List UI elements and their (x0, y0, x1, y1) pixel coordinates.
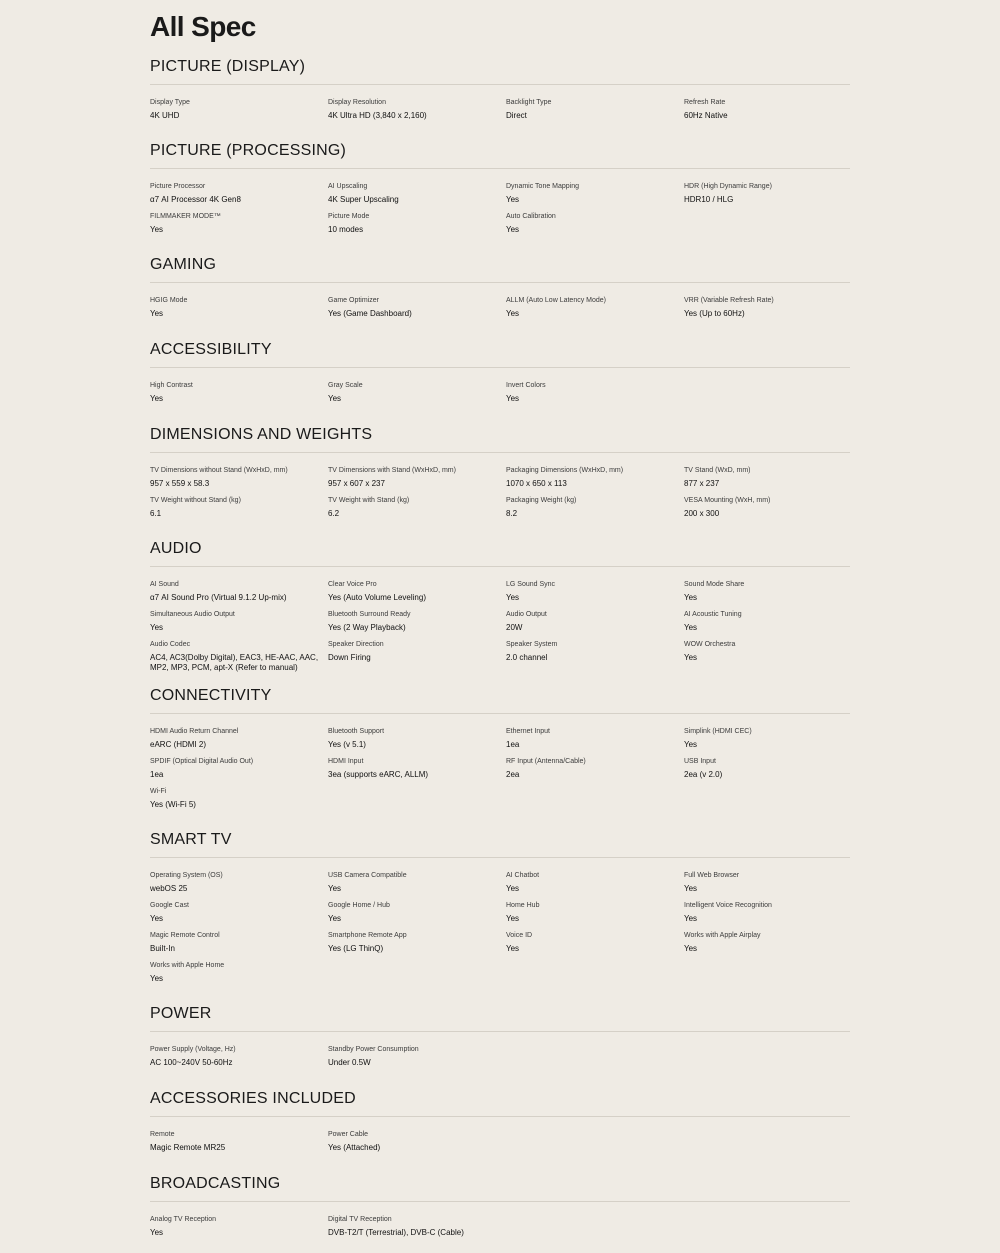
spec-value: Yes (506, 394, 520, 403)
spec-value: Yes (150, 225, 164, 234)
spec-item (328, 727, 506, 757)
spec-value: 957 x 559 x 58.3 (150, 479, 210, 488)
spec-value: Yes (684, 740, 698, 749)
spec-label: Analog TV Reception (150, 1216, 217, 1223)
spec-item (506, 580, 684, 610)
spec-value: DVB-T2/T (Terrestrial), DVB-C (Cable) (328, 1228, 464, 1237)
spec-value: 10 modes (328, 225, 364, 234)
spec-label: Packaging Dimensions (WxHxD, mm) (506, 467, 624, 474)
spec-value: Yes (2 Way Playback) (328, 623, 406, 632)
spec-section (150, 339, 850, 411)
spec-value: Yes (684, 623, 698, 632)
spec-label: USB Input (684, 758, 716, 765)
spec-value: Yes (506, 914, 520, 923)
spec-item (150, 931, 328, 961)
spec-value: 4K UHD (150, 111, 180, 120)
spec-item (506, 727, 684, 757)
section-title: POWER (150, 1003, 850, 1032)
spec-grid (150, 368, 850, 411)
spec-label: Power Supply (Voltage, Hz) (150, 1046, 236, 1053)
spec-item (328, 1215, 506, 1245)
section-title: ACCESSORIES INCLUDED (150, 1088, 850, 1117)
spec-page (150, 0, 850, 1245)
spec-label: AI Acoustic Tuning (684, 611, 742, 618)
spec-item (684, 496, 850, 526)
spec-item (684, 640, 850, 673)
spec-value: 60Hz Native (684, 111, 728, 120)
spec-item (684, 757, 850, 787)
spec-value: 6.1 (150, 509, 162, 518)
spec-value: Magic Remote MR25 (150, 1143, 226, 1152)
spec-item (328, 296, 506, 326)
spec-label: LG Sound Sync (506, 581, 556, 588)
spec-section (150, 424, 850, 526)
spec-grid (150, 858, 850, 991)
spec-label: Speaker Direction (328, 641, 384, 648)
spec-value: 1ea (506, 740, 520, 749)
spec-item (506, 496, 684, 526)
spec-value: 877 x 237 (684, 479, 720, 488)
spec-value: Yes (150, 914, 164, 923)
spec-value: Built-In (150, 944, 175, 953)
spec-value: Yes (Wi-Fi 5) (150, 800, 196, 809)
spec-item (506, 931, 684, 961)
spec-value: Yes (684, 944, 698, 953)
spec-value: HDR10 / HLG (684, 195, 734, 204)
spec-value: Yes (150, 309, 164, 318)
spec-label: Bluetooth Surround Ready (328, 611, 411, 618)
spec-grid (150, 85, 850, 128)
spec-item (150, 182, 328, 212)
spec-value: 3ea (supports eARC, ALLM) (328, 770, 429, 779)
spec-item (506, 296, 684, 326)
spec-label: Invert Colors (506, 382, 546, 389)
spec-label: Intelligent Voice Recognition (684, 902, 772, 909)
spec-item (684, 931, 850, 961)
spec-value: Yes (328, 394, 342, 403)
spec-item (328, 212, 506, 242)
section-title: AUDIO (150, 538, 850, 567)
spec-label: Gray Scale (328, 382, 363, 389)
spec-section (150, 829, 850, 991)
spec-item (150, 296, 328, 326)
spec-value: Yes (506, 884, 520, 893)
spec-label: FILMMAKER MODE™ (150, 213, 221, 220)
spec-value: Yes (506, 195, 520, 204)
spec-item (684, 580, 850, 610)
spec-item (150, 757, 328, 787)
spec-value: Yes (LG ThinQ) (328, 944, 384, 953)
spec-value: Yes (Up to 60Hz) (684, 309, 745, 318)
spec-value: AC4, AC3(Dolby Digital), EAC3, HE-AAC, AAC, MP2, MP3, PCM, apt-X (Refer to manual) (150, 653, 319, 672)
spec-label: TV Stand (WxD, mm) (684, 467, 751, 474)
spec-label: Dynamic Tone Mapping (506, 183, 580, 190)
spec-label: Voice ID (506, 932, 533, 939)
spec-label: Standby Power Consumption (328, 1046, 419, 1053)
spec-item (684, 296, 850, 326)
spec-value: 2.0 channel (506, 653, 548, 662)
spec-item (328, 580, 506, 610)
spec-item (328, 610, 506, 640)
spec-item (506, 98, 684, 128)
spec-item (150, 496, 328, 526)
spec-item (328, 381, 506, 411)
spec-label: TV Dimensions without Stand (WxHxD, mm) (150, 467, 288, 474)
spec-label: USB Camera Compatible (328, 872, 407, 879)
spec-item (506, 871, 684, 901)
spec-label: Simultaneous Audio Output (150, 611, 235, 618)
spec-sections (150, 56, 850, 1245)
spec-value: 200 x 300 (684, 509, 720, 518)
spec-grid (150, 567, 850, 673)
spec-item (684, 901, 850, 931)
spec-label: Remote (150, 1131, 175, 1138)
spec-item (150, 610, 328, 640)
spec-value: 4K Ultra HD (3,840 x 2,160) (328, 111, 427, 120)
spec-label: Bluetooth Support (328, 728, 385, 735)
spec-grid (150, 453, 850, 526)
section-title: SMART TV (150, 829, 850, 858)
section-title: BROADCASTING (150, 1173, 850, 1202)
spec-label: Google Home / Hub (328, 902, 390, 909)
spec-section (150, 254, 850, 326)
spec-label: TV Weight without Stand (kg) (150, 497, 241, 504)
spec-item (684, 727, 850, 757)
spec-label: HGIG Mode (150, 297, 188, 304)
spec-item (150, 1045, 328, 1075)
spec-label: Refresh Rate (684, 99, 726, 106)
spec-item (506, 381, 684, 411)
spec-label: Audio Codec (150, 641, 191, 648)
spec-value: Yes (684, 593, 698, 602)
spec-item (506, 182, 684, 212)
spec-label: AI Sound (150, 581, 179, 588)
section-title: ACCESSIBILITY (150, 339, 850, 368)
spec-label: Game Optimizer (328, 297, 379, 304)
spec-item (684, 610, 850, 640)
spec-label: Display Resolution (328, 99, 386, 106)
spec-label: AI Chatbot (506, 872, 540, 879)
spec-value: 6.2 (328, 509, 340, 518)
spec-item (328, 931, 506, 961)
spec-item (150, 381, 328, 411)
spec-item (506, 757, 684, 787)
spec-value: Yes (328, 914, 342, 923)
spec-value: Yes (Attached) (328, 1143, 381, 1152)
spec-label: Auto Calibration (506, 213, 556, 220)
spec-item (150, 787, 328, 817)
spec-value: AC 100~240V 50-60Hz (150, 1058, 233, 1067)
spec-value: Yes (v 5.1) (328, 740, 366, 749)
spec-item (684, 871, 850, 901)
spec-section (150, 685, 850, 817)
spec-section (150, 538, 850, 673)
spec-section (150, 1173, 850, 1245)
spec-label: Works with Apple Home (150, 962, 225, 969)
spec-label: WOW Orchestra (684, 641, 736, 648)
spec-label: Audio Output (506, 611, 547, 618)
spec-value: Yes (150, 394, 164, 403)
spec-grid (150, 169, 850, 242)
section-title: GAMING (150, 254, 850, 283)
spec-value: Yes (506, 944, 520, 953)
spec-item (328, 1045, 506, 1075)
spec-label: AI Upscaling (328, 183, 368, 190)
spec-value: webOS 25 (150, 884, 188, 893)
spec-item (684, 98, 850, 128)
spec-grid (150, 1032, 850, 1075)
spec-item (328, 182, 506, 212)
spec-label: Display Type (150, 99, 190, 106)
spec-item (328, 1130, 506, 1160)
spec-value: Yes (150, 623, 164, 632)
spec-value: 2ea (506, 770, 520, 779)
spec-label: Ethernet Input (506, 728, 550, 735)
spec-item (328, 98, 506, 128)
spec-section (150, 56, 850, 128)
spec-value: α7 AI Sound Pro (Virtual 9.1.2 Up-mix) (150, 593, 287, 602)
spec-value: Yes (684, 653, 698, 662)
spec-label: HDMI Input (328, 758, 364, 765)
spec-item (150, 1215, 328, 1245)
spec-label: HDR (High Dynamic Range) (684, 183, 772, 190)
spec-item (328, 871, 506, 901)
spec-value: α7 AI Processor 4K Gen8 (150, 195, 241, 204)
spec-section (150, 1003, 850, 1075)
spec-grid (150, 1117, 850, 1160)
spec-value: Down Firing (328, 653, 371, 662)
spec-value: Yes (684, 884, 698, 893)
spec-item (328, 496, 506, 526)
spec-label: ALLM (Auto Low Latency Mode) (506, 297, 606, 304)
spec-value: Yes (Auto Volume Leveling) (328, 593, 426, 602)
spec-label: RF Input (Antenna/Cable) (506, 758, 586, 765)
spec-label: TV Weight with Stand (kg) (328, 497, 410, 504)
spec-label: Power Cable (328, 1131, 369, 1138)
spec-value: 8.2 (506, 509, 518, 518)
spec-item (506, 212, 684, 242)
spec-item (150, 961, 328, 991)
page-title: All Spec (150, 11, 256, 42)
spec-label: Picture Processor (150, 183, 206, 190)
spec-value: Yes (150, 1228, 164, 1237)
spec-item (684, 466, 850, 496)
section-title: PICTURE (DISPLAY) (150, 56, 850, 85)
spec-item (328, 901, 506, 931)
spec-label: Packaging Weight (kg) (506, 497, 577, 504)
spec-grid (150, 283, 850, 326)
spec-label: Digital TV Reception (328, 1216, 392, 1223)
spec-value: Direct (506, 111, 527, 120)
spec-label: Backlight Type (506, 99, 552, 106)
spec-item (150, 212, 328, 242)
spec-label: Wi-Fi (150, 788, 167, 795)
spec-value: Yes (328, 884, 342, 893)
spec-label: Picture Mode (328, 213, 370, 220)
spec-item (328, 466, 506, 496)
spec-label: VESA Mounting (WxH, mm) (684, 497, 771, 504)
spec-item (150, 98, 328, 128)
spec-value: 20W (506, 623, 523, 632)
spec-item (150, 640, 328, 673)
spec-value: Yes (684, 914, 698, 923)
spec-value: 957 x 607 x 237 (328, 479, 385, 488)
spec-label: Clear Voice Pro (328, 581, 377, 588)
section-title: DIMENSIONS AND WEIGHTS (150, 424, 850, 453)
spec-label: VRR (Variable Refresh Rate) (684, 297, 774, 304)
spec-label: Home Hub (506, 902, 540, 909)
spec-label: HDMI Audio Return Channel (150, 728, 239, 735)
section-title: CONNECTIVITY (150, 685, 850, 714)
spec-item (150, 871, 328, 901)
spec-value: Yes (Game Dashboard) (328, 309, 412, 318)
spec-item (150, 727, 328, 757)
spec-value: Yes (506, 309, 520, 318)
spec-label: TV Dimensions with Stand (WxHxD, mm) (328, 467, 456, 474)
spec-item (506, 640, 684, 673)
spec-value: 2ea (v 2.0) (684, 770, 723, 779)
spec-label: Works with Apple Airplay (684, 932, 761, 939)
spec-item (328, 757, 506, 787)
spec-item (506, 610, 684, 640)
spec-label: Simplink (HDMI CEC) (684, 728, 752, 735)
spec-item (506, 901, 684, 931)
spec-value: Yes (506, 225, 520, 234)
spec-value: eARC (HDMI 2) (150, 740, 207, 749)
spec-value: Under 0.5W (328, 1058, 371, 1067)
spec-grid (150, 714, 850, 817)
spec-item (150, 466, 328, 496)
section-title: PICTURE (PROCESSING) (150, 140, 850, 169)
spec-value: 1ea (150, 770, 164, 779)
spec-label: Speaker System (506, 641, 558, 648)
spec-item (150, 901, 328, 931)
spec-label: High Contrast (150, 382, 193, 389)
spec-section (150, 140, 850, 242)
spec-value: 1070 x 650 x 113 (506, 479, 567, 488)
spec-value: Yes (506, 593, 520, 602)
spec-section (150, 1088, 850, 1160)
spec-item (684, 182, 850, 212)
spec-grid (150, 1202, 850, 1245)
spec-label: Magic Remote Control (150, 932, 220, 939)
spec-item (150, 580, 328, 610)
spec-label: SPDIF (Optical Digital Audio Out) (150, 758, 254, 765)
spec-value: Yes (150, 974, 164, 983)
spec-value: 4K Super Upscaling (328, 195, 399, 204)
spec-label: Smartphone Remote App (328, 932, 407, 939)
spec-item (506, 466, 684, 496)
spec-label: Google Cast (150, 902, 189, 909)
spec-item (150, 1130, 328, 1160)
spec-label: Operating System (OS) (150, 872, 223, 879)
spec-label: Full Web Browser (684, 872, 740, 879)
spec-label: Sound Mode Share (684, 581, 745, 588)
spec-item (328, 640, 506, 673)
